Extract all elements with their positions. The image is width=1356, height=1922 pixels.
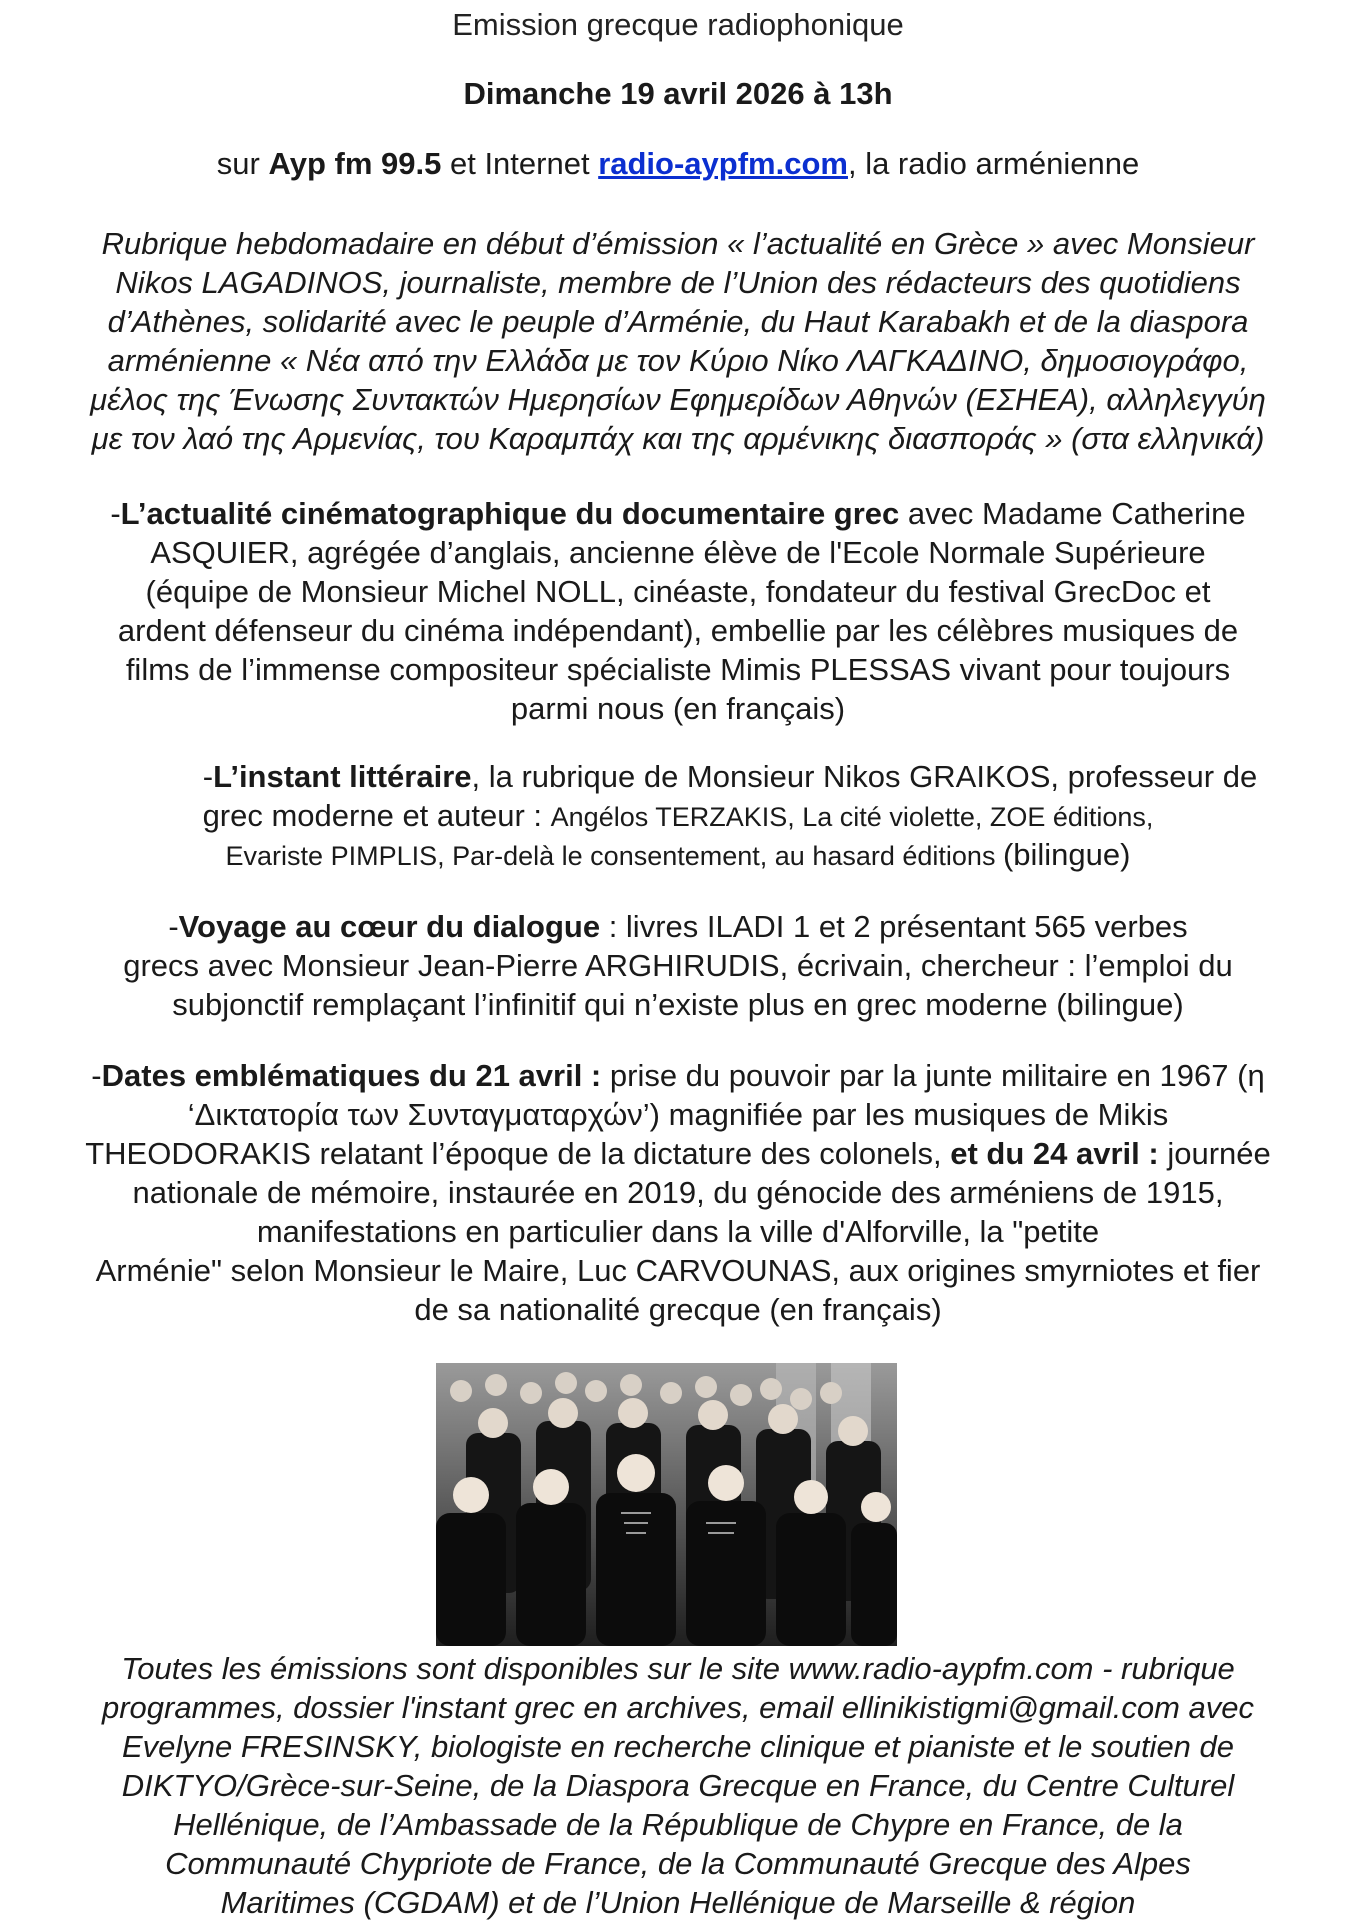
literary-line: grec moderne et auteur : Angélos TERZAKIS, La cité violette, ZOE éditions, [202, 798, 1154, 833]
intro-line: arménienne « Νέα από την Ελλάδα με τον Κύριο Νίκο ΛΑΓΚΑΔΙΝΟ, δημοσιογράφο, [107, 343, 1249, 378]
literary-heading-line: -L’instant littéraire, la rubrique de Monsieur Nikos GRAIKOS, professeur de [202, 759, 1258, 794]
dates-line: ‘Δικτατορία των Συνταγματαρχών’) magnifiée par les musiques de Mikis [187, 1097, 1169, 1132]
group-photo-drawing [436, 1363, 897, 1646]
intro-line: Rubrique hebdomadaire en début d’émission « l’actualité en Grèce » avec Monsieur [101, 226, 1255, 261]
cinema-heading: L’actualité cinématographique du documentaire grec [120, 496, 900, 531]
dialogue-line: subjonctif remplaçant l’infinitif qui n’existe plus en grec moderne (bilingue) [172, 987, 1184, 1022]
literary-heading: L’instant littéraire [213, 759, 472, 794]
station-line: sur Ayp fm 99.5 et Internet radio-aypfm.com, la radio arménienne [216, 146, 1140, 181]
station-name: Ayp fm 99.5 [268, 146, 442, 181]
cinema-heading-line: -L’actualité cinématographique du documentaire grec avec Madame Catherine [110, 496, 1246, 531]
cinema-line: ASQUIER, agrégée d’anglais, ancienne élève de l'Ecole Normale Supérieure [150, 535, 1206, 570]
page-title: Emission grecque radiophonique [452, 7, 904, 42]
intro-line: d’Athènes, solidarité avec le peuple d’Arménie, du Haut Karabakh et de la diaspora [107, 304, 1249, 339]
footer-line: Maritimes (CGDAM) et de l’Union Hellénique de Marseille & région [220, 1885, 1136, 1920]
dates-heading: Dates emblématiques du 21 avril : [101, 1058, 602, 1093]
dates-line: nationale de mémoire, instaurée en 2019, du génocide des arméniens de 1915, [132, 1175, 1224, 1210]
dialogue-heading: Voyage au cœur du dialogue [178, 909, 601, 944]
footer-line: Evelyne FRESINSKY, biologiste en recherche clinique et pianiste et le soutien de [121, 1729, 1235, 1764]
broadcast-date: Dimanche 19 avril 2026 à 13h [463, 76, 893, 111]
dates-heading-line: -Dates emblématiques du 21 avril : prise du pouvoir par la junte militaire en 1967 (η [91, 1058, 1265, 1093]
cinema-line: parmi nous (en français) [510, 691, 846, 726]
footer-line: programmes, dossier l'instant grec en archives, email ellinikistigmi@gmail.com avec [101, 1690, 1255, 1725]
literary-line: Evariste PIMPLIS, Par-delà le consentement, au hasard éditions (bilingue) [225, 837, 1131, 872]
dates-line: Arménie" selon Monsieur le Maire, Luc CARVOUNAS, aux origines smyrniotes et fier [95, 1253, 1261, 1288]
dates-line: de sa nationalité grecque (en français) [414, 1292, 942, 1327]
cinema-line: films de l’immense compositeur spécialiste Mimis PLESSAS vivant pour toujours [125, 652, 1231, 687]
dates-line: manifestations en particulier dans la ville d'Alforville, la "petite [256, 1214, 1100, 1249]
group-photo-icon [436, 1363, 897, 1646]
footer-line: Toutes les émissions sont disponibles sur le site www.radio-aypfm.com - rubrique [121, 1651, 1235, 1686]
intro-line: Nikos LAGADINOS, journaliste, membre de l’Union des rédacteurs des quotidiens [115, 265, 1241, 300]
dialogue-line: grecs avec Monsieur Jean-Pierre ARGHIRUDIS, écrivain, chercheur : l’emploi du [123, 948, 1233, 983]
footer-line: Communauté Chypriote de France, de la Communauté Grecque des Alpes [165, 1846, 1191, 1881]
dialogue-heading-line: -Voyage au cœur du dialogue : livres ILADI 1 et 2 présentant 565 verbes [168, 909, 1188, 944]
intro-line: μέλος της Ένωσης Συντακτών Ημερησίων Εφημερίδων Αθηνών (ΕΣΗΕΑ), αλληλεγγύη [90, 382, 1266, 417]
station-website-link[interactable]: radio-aypfm.com [598, 146, 848, 181]
dates-line: THEODORAKIS relatant l’époque de la dictature des colonels, et du 24 avril : journée [85, 1136, 1271, 1171]
footer-line: Hellénique, de l’Ambassade de la République de Chypre en France, de la [173, 1807, 1183, 1842]
cinema-line: (équipe de Monsieur Michel NOLL, cinéaste, fondateur du festival GrecDoc et [145, 574, 1211, 609]
footer-line: DIKTYO/Grèce-sur-Seine, de la Diaspora Grecque en France, du Centre Culturel [121, 1768, 1235, 1803]
cinema-line: ardent défenseur du cinéma indépendant), embellie par les célèbres musiques de [117, 613, 1239, 648]
intro-line: με τον λαό της Αρμενίας, του Καραμπάχ και της αρμένικης διασποράς » (στα ελληνικά) [91, 421, 1265, 456]
